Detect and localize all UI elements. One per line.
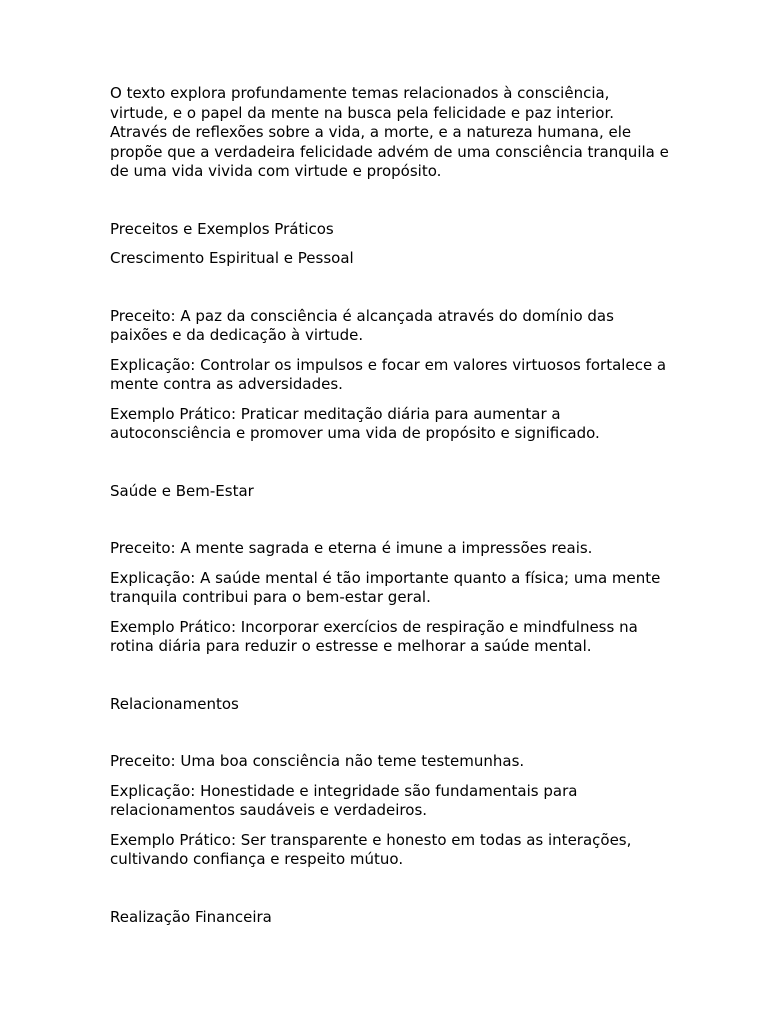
- main-heading: Preceitos e Exemplos Práticos: [110, 219, 334, 238]
- example-text: Exemplo Prático: Ser transparente e honesto em todas as interações, cultivando confiança e respeito mútuo.: [110, 830, 632, 868]
- example-text: Exemplo Prático: Praticar meditação diária para aumentar a autoconsciência e promover uma vida de propósito e significado.: [110, 404, 600, 442]
- section-heading-relationships: Relacionamentos: [110, 694, 239, 713]
- precept-text: Preceito: Uma boa consciência não teme testemunhas.: [110, 752, 525, 770]
- section-heading-health: Saúde e Bem-Estar: [110, 481, 254, 500]
- section-heading-spiritual-growth: Crescimento Espiritual e Pessoal: [110, 249, 354, 267]
- example-text: Exemplo Prático: Incorporar exercícios de respiração e mindfulness na rotina diária para reduzir o estresse e melhorar a saúde mental.: [110, 617, 638, 655]
- section-heading-financial: Realização Financeira: [110, 907, 272, 926]
- precept-text: Preceito: A paz da consciência é alcançada através do domínio das paixões e da dedicação à virtude.: [110, 306, 614, 344]
- explanation-text: Explicação: Controlar os impulsos e focar em valores virtuosos fortalece a mente contra as adversidades.: [110, 355, 667, 393]
- document-page: [110, 84, 670, 965]
- explanation-text: Explicação: Honestidade e integridade são fundamentais para relacionamentos saudáveis e verdadeiros.: [110, 781, 578, 819]
- precept-text: Preceito: A mente sagrada e eterna é imune a impressões reais.: [110, 539, 593, 557]
- explanation-text: Explicação: A saúde mental é tão importante quanto a física; uma mente tranquila contribui para o bem-estar geral.: [110, 568, 661, 606]
- intro-paragraph: O texto explora profundamente temas relacionados à consciência, virtude, e o papel da mente na busca pela felicidade e paz interior. Através de reflexões sobre a vida, a morte, e a natureza humana, ele propõe que a verdadeira felicidade advém de uma consciência tranquila e de uma vida vivida com virtude e propósito.: [110, 84, 669, 180]
